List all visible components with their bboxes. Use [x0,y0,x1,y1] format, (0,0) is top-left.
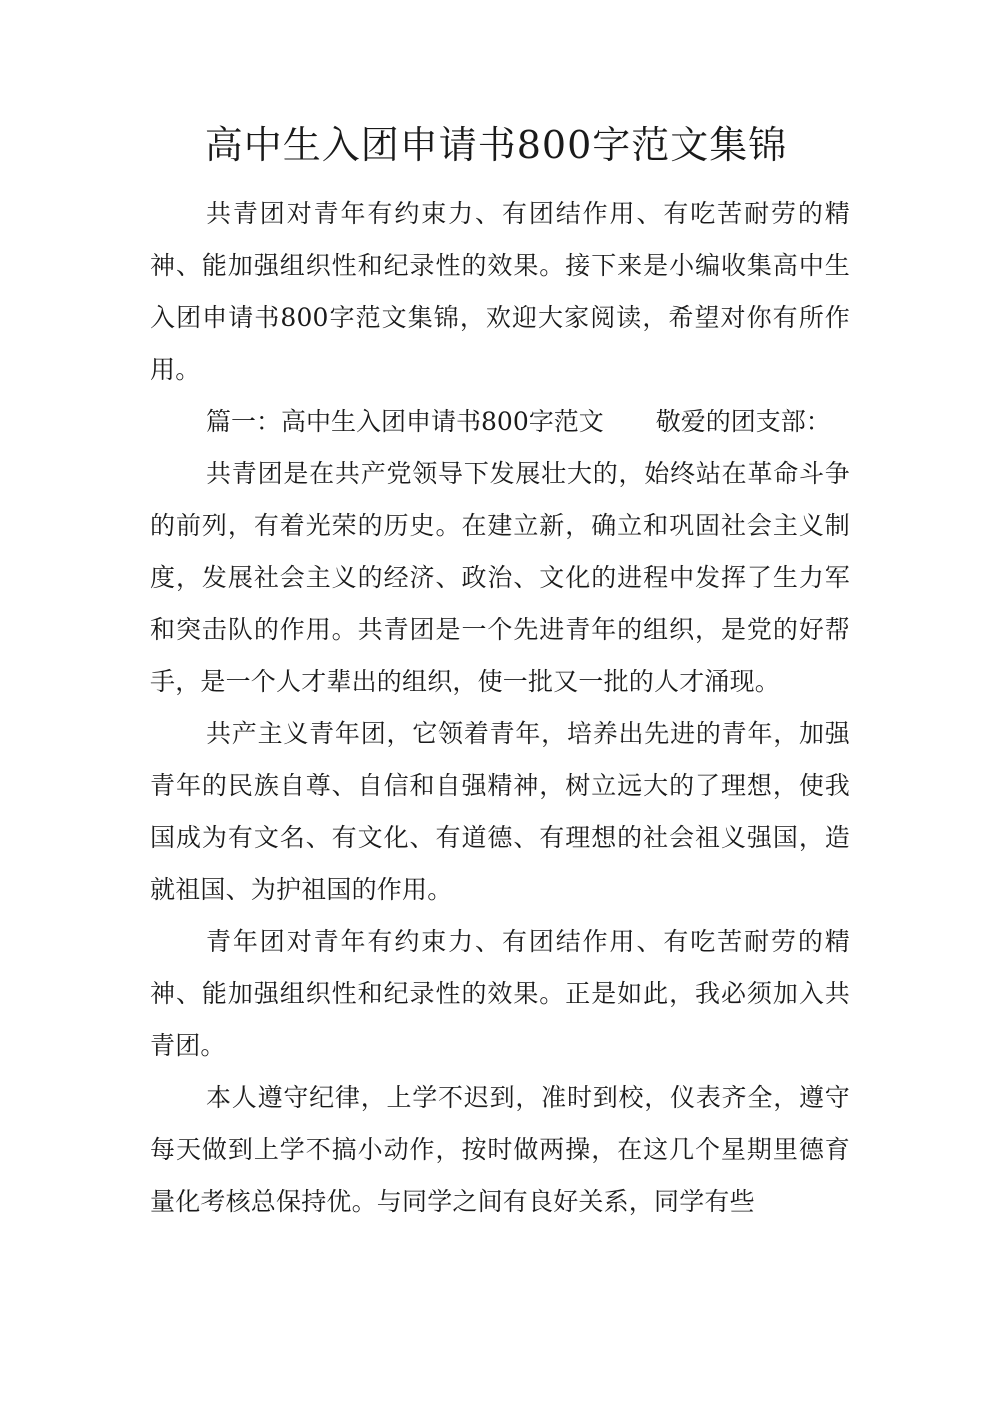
section-heading-line [150,396,850,448]
intro-paragraph: 共青团对青年有约束力、有团结作用、有吃苦耐劳的精神、能加强组织性和纪录性的效果。接下来是小编收集高中生入团申请书800字范文集锦，欢迎大家阅读，希望对你有所作用。 [150,199,850,384]
salutation: 敬爱的团支部： [655,407,831,436]
document-title: 高中生入团申请书800字范文集锦 [204,123,788,167]
document-body [150,188,850,1228]
body-paragraph-2: 共产主义青年团，它领着青年，培养出先进的青年，加强青年的民族自尊、自信和自强精神，树立远大的了理想，使我国成为有文名、有文化、有道德、有理想的社会祖义强国，造就祖国、为护祖国的作用。 [150,719,850,904]
body-paragraph-1: 共青团是在共产党领导下发展壮大的，始终站在革命斗争的前列，有着光荣的历史。在建立新，确立和巩固社会主义制度，发展社会主义的经济、政治、文化的进程中发挥了生力军和突击队的作用。共青团是一个先进青年的组织，是党的好帮手，是一个人才辈出的组织，使一批又一批的人才涌现。 [150,459,850,696]
section-heading: 篇一：高中生入团申请书800字范文 [206,407,604,436]
body-paragraph-4: 本人遵守纪律，上学不迟到，准时到校，仪表齐全，遵守每天做到上学不搞小动作，按时做两操，在这几个星期里德育量化考核总保持优。与同学之间有良好关系，同学有些 [150,1083,850,1216]
body-paragraph-3: 青年团对青年有约束力、有团结作用、有吃苦耐劳的精神、能加强组织性和纪录性的效果。正是如此，我必须加入共青团。 [150,927,850,1060]
